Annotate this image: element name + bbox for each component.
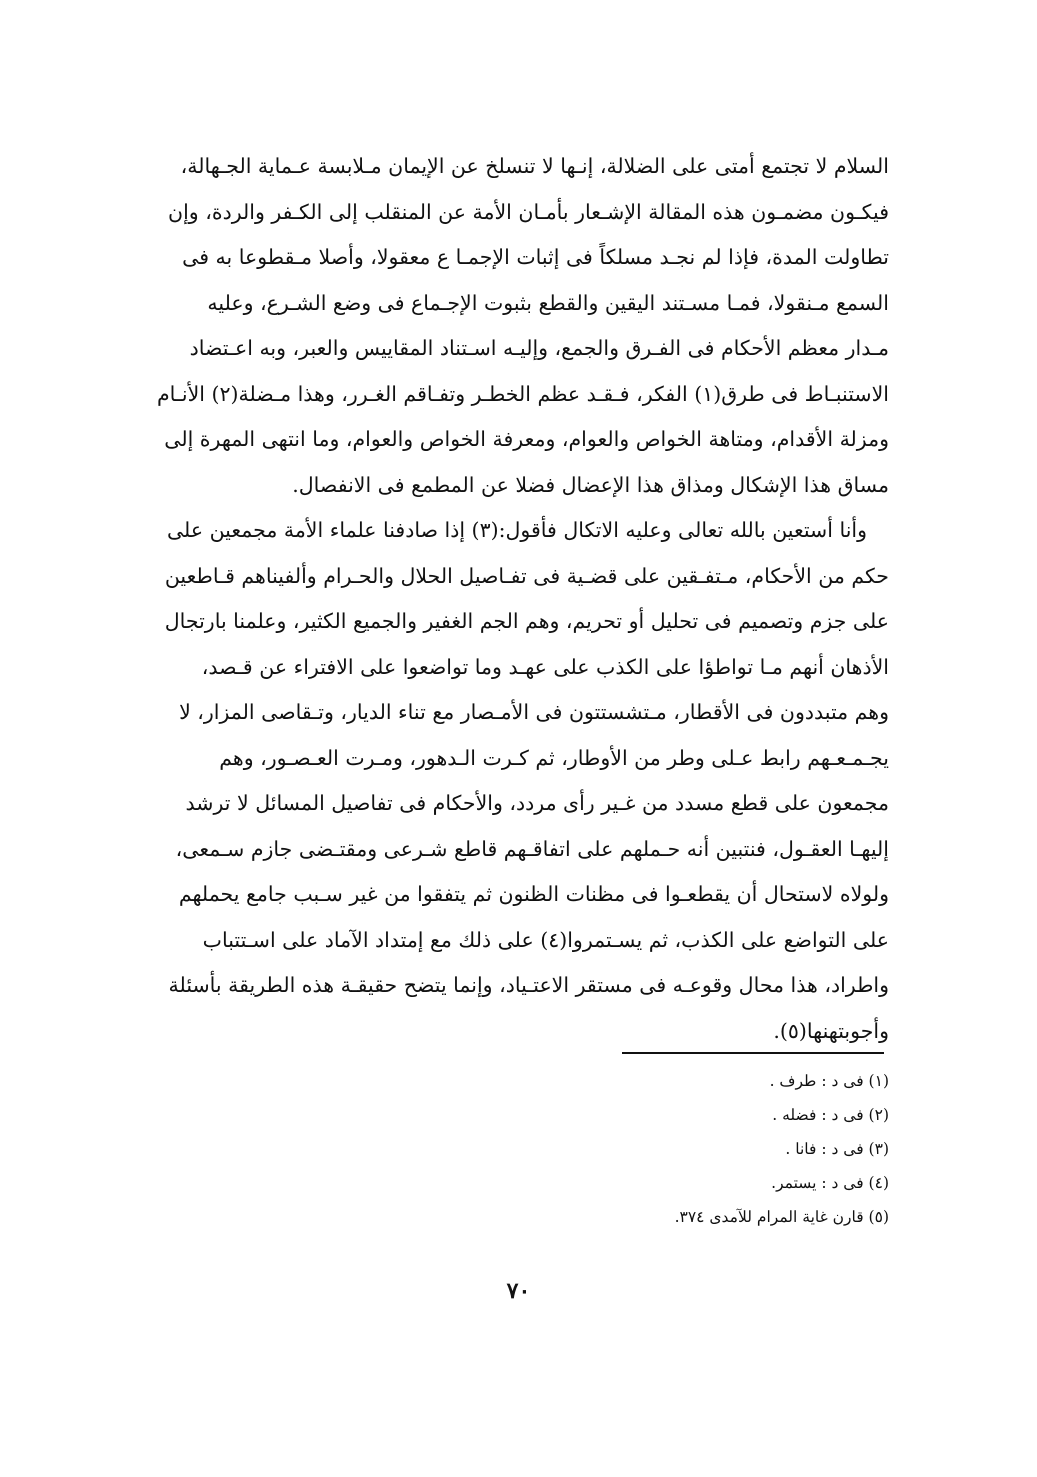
text-line: السلام لا تجتمع أمتى على الضلالة، إنـها لا تنسلخ عن الإيمان مـلابسة عـماية الجـهالة، <box>180 154 889 178</box>
text-line: ومزلة الأقدام، ومتاهة الخواص والعوام، ومعرفة الخواص والعوام، وما انتهى المهرة إلى <box>164 427 889 451</box>
footnote: (٢) فى د : فضله . <box>772 1106 889 1124</box>
footnote: (٤) فى د : يستمر. <box>771 1174 889 1192</box>
text-line: واطراد، هذا محال وقوعـه فى مستقر الاعتـياد، وإنما يتضح حقيقـة هذه الطريقة بأسئلة <box>168 973 889 997</box>
text-line: مساق هذا الإشكال ومذاق هذا الإعضال فضلا عن المطمع فى الانفصال. <box>292 472 889 497</box>
text-line: إليهـا العقـول، فنتبين أنه حـملهم على اتفاقـهم قاطع شـرعى ومقتـضى جازم سـمعى، <box>175 836 889 861</box>
text-line: حكم من الأحكام، مـتفـقين على قضـية فى تفـاصيل الحلال والحـرام وألفيناهم قـاطعين <box>164 563 889 588</box>
text-line: تطاولت المدة، فإذا لم نجـد مسلكاً فى إثبات الإجمـا ع معقولا، وأصلا مـقطوعا به فى <box>182 245 889 269</box>
text-line: على جزم وتصميم فى تحليل أو تحريم، وهم الجم الغفير والجميع الكثير، وعلمنا بارتجال <box>164 609 889 633</box>
main-text <box>156 144 889 1054</box>
text-line: فيكـون مضمـون هذه المقالة الإشـعار بأمـان الأمة عن المنقلب إلى الكـفر والردة، وإن <box>168 199 889 224</box>
text-line: ولولاه لاستحال أن يقطعـوا فى مظنات الظنون ثم يتفقوا من غير سـبب جامع يحملهم <box>178 882 889 906</box>
text-line: مـدار معظم الأحكام فى الفـرق والجمع، وإليـه اسـتناد المقاييس والعبر، وبه اعـتضاد <box>189 336 889 360</box>
text-line: وهم متبددون فى الأقطار، مـتشستتون فى الأمـصار مع تناء الديار، وتـقاصى المزار، لا <box>179 700 889 724</box>
text-line: مجمعون على قطع مسدد من غـير رأى مردد، والأحكام فى تفاصيل المسائل لا ترشد <box>185 791 889 815</box>
text-line: على التواضع على الكذب، ثم يسـتمروا(٤) على ذلك مع إمتداد الآماد على اسـتتباب <box>202 927 889 952</box>
footnote: (٥) قارن غاية المرام للآمدى ٣٧٤. <box>674 1208 889 1226</box>
text-line: وأجوبتهنها(٥). <box>773 1018 889 1043</box>
text-line: وأنا أستعين بالله تعالى وعليه الاتكال فأقول:(٣) إذا صادفنا علماء الأمة مجمعين على <box>166 518 867 542</box>
footnote-divider <box>622 1052 884 1054</box>
page-number: ٧٠ <box>506 1278 531 1304</box>
text-line: السمع مـنقولا، فمـا مسـتند اليقين والقطع بثبوت الإجـماع فى وضع الشـرع، وعليه <box>207 290 889 315</box>
footnote: (١) فى د : طرف . <box>769 1072 889 1090</box>
footnotes <box>589 1064 889 1234</box>
text-line: الاستنبـاط فى طرق(١) الفكر، فـقـد عظم الخطـر وتفـاقم الغـرر، وهذا مـضلة(٢) الأنـام <box>156 381 889 406</box>
text-line: الأذهان أنهم مـا تواطؤا على الكذب على عهـد وما تواضعوا على الافتراء عن قـصد، <box>201 654 889 679</box>
footnote: (٣) فى د : فانا . <box>785 1140 889 1158</box>
text-line: يجـمـعـهم رابط عـلى وطر من الأوطار، ثم كـرت الـدهور، ومـرت العـصـور، وهم <box>219 745 889 770</box>
